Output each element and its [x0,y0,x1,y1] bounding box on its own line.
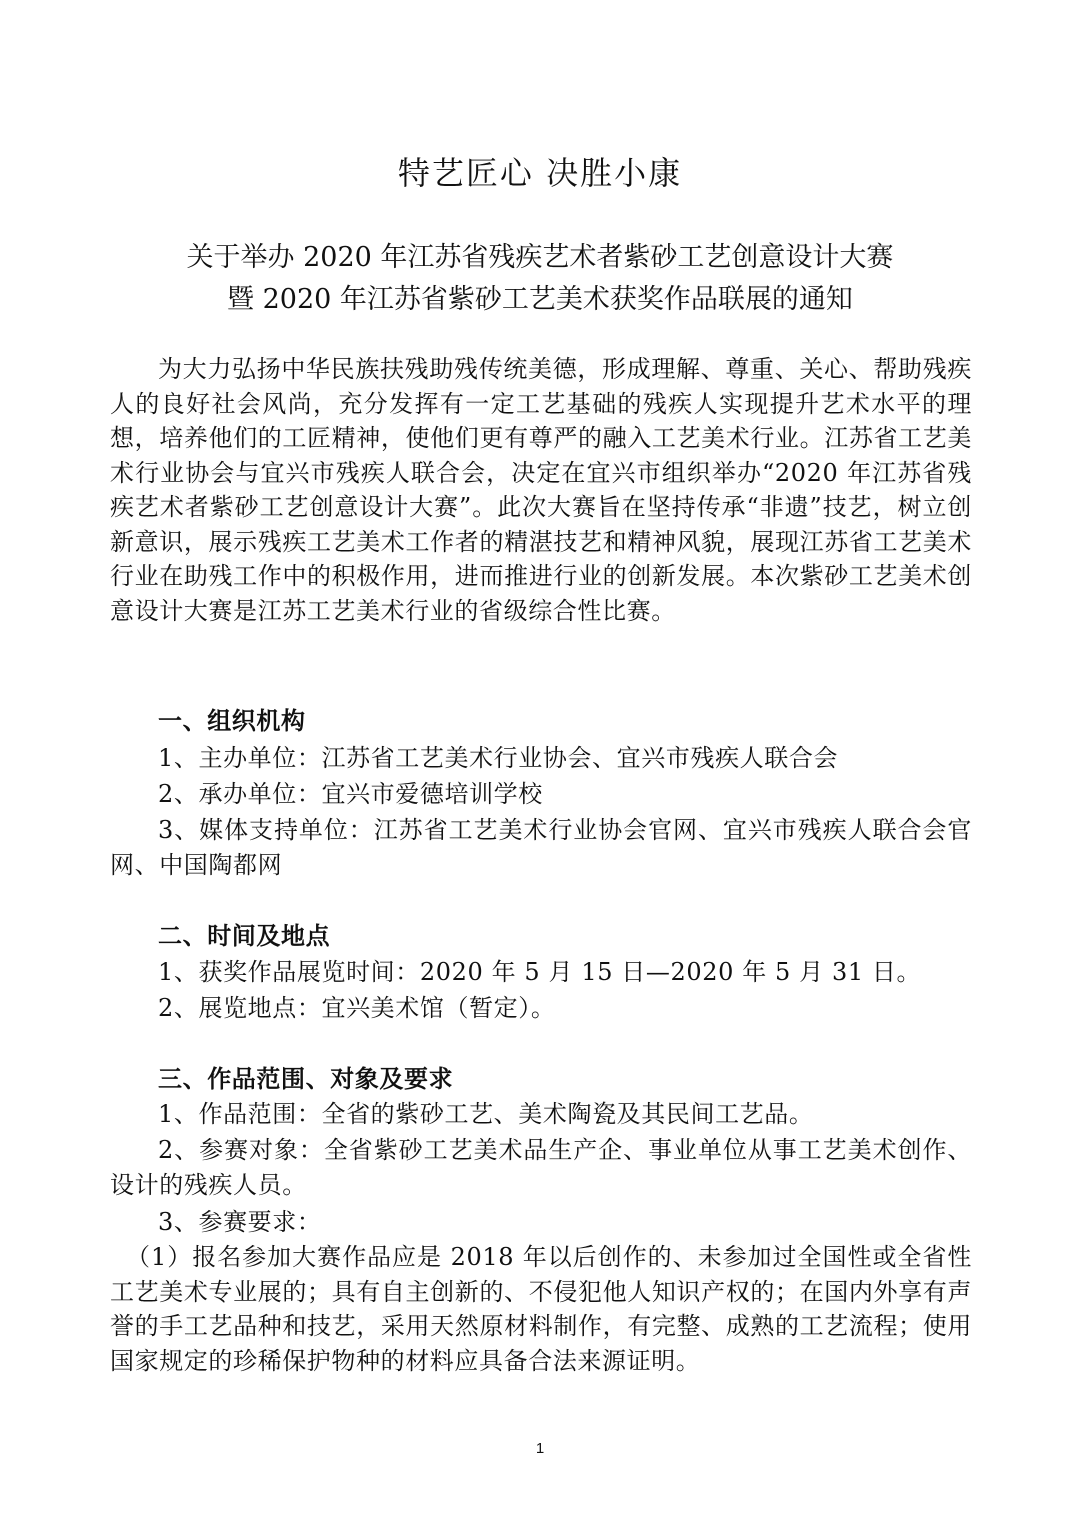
slogan: 特艺匠心 决胜小康 [397,154,683,192]
page-number: 1 [535,1440,545,1457]
organization-item-2: 2、承办单位：宜兴市爱德培训学校 [158,780,543,808]
scope-item-2: 2、参赛对象：全省紫砂工艺美术品生产企、事业单位从事工艺美术创作、设计的残疾人员。 [110,1136,972,1199]
section-heading-scope: 三、作品范围、对象及要求 [158,1064,454,1093]
intro-paragraph: 为大力弘扬中华民族扶残助残传统美德，形成理解、尊重、关心、帮助残疾人的良好社会风尚，充分发挥有一定工艺基础的残疾人实现提升艺术水平的理想，培养他们的工匠精神，使他们更有尊严的融入工艺美术行业。江苏省工艺美术行业协会与宜兴市残疾人联合会，决定在宜兴市组织举办“2020 年江苏省残疾艺术者紫砂工艺创意设计大赛”。此次大赛旨在坚持传承“非遗”技艺，树立创新意识，展示残疾工艺美术工作者的精湛技艺和精神风貌，展现江苏省工艺美术行业在助残工作中的积极作用，进而推进行业的创新发展。本次紫砂工艺美术创意设计大赛是江苏工艺美术行业的省级综合性比赛。 [110,355,972,625]
section-heading-time-place: 二、时间及地点 [158,921,331,950]
organization-item-3: 3、媒体支持单位：江苏省工艺美术行业协会官网、宜兴市残疾人联合会官网、中国陶都网 [110,816,972,879]
title-line-2: 暨 2020 年江苏省紫砂工艺美术获奖作品联展的通知 [227,284,853,315]
scope-item-1: 1、作品范围：全省的紫砂工艺、美术陶瓷及其民间工艺品。 [158,1100,814,1128]
time-place-item-1: 1、获奖作品展览时间：2020 年 5 月 15 日—2020 年 5 月 31 日。 [158,958,922,986]
scope-item-3: 3、参赛要求： [158,1208,322,1236]
title-line-1: 关于举办 2020 年江苏省残疾艺术者紫砂工艺创意设计大赛 [186,242,894,273]
scope-item-3-1: （1）报名参加大赛作品应是 2018 年以后创作的、未参加过全国性或全省性工艺美术专业展的；具有自主创新的、不侵犯他人知识产权的；在国内外享有声誉的手工艺品种和技艺，采用天然原材料制作，有完整、成熟的工艺流程；使用国家规定的珍稀保护物种的材料应具备合法来源证明。 [110,1243,972,1375]
time-place-item-2: 2、展览地点：宜兴美术馆（暂定）。 [158,994,556,1022]
section-heading-organization: 一、组织机构 [158,706,306,735]
organization-item-1: 1、主办单位：江苏省工艺美术行业协会、宜兴市残疾人联合会 [158,744,839,772]
